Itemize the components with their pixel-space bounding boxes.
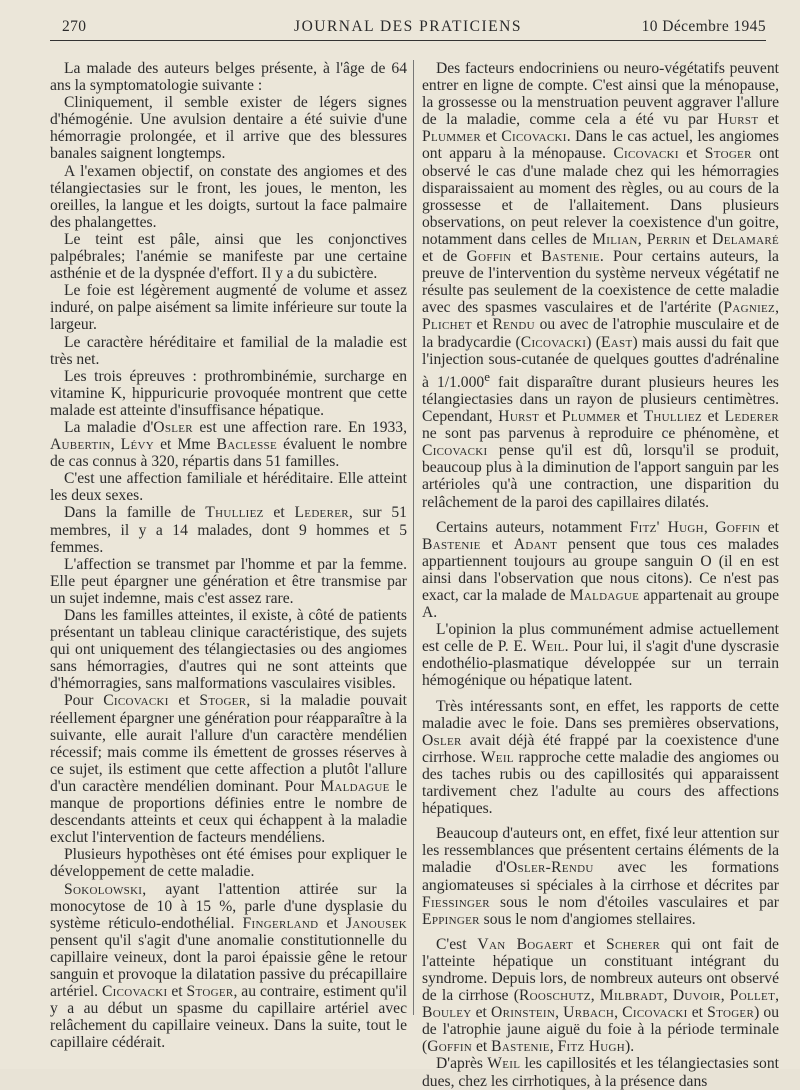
paragraph: La malade des auteurs belges présente, à l'âge de 64 ans la symptomatologie suivante : — [50, 60, 407, 95]
paragraph: D'après Weil les capillosités et les télangiectasies sont dues, chez les cirrhotiques, à la présence dans — [422, 1055, 779, 1090]
paragraph: A l'examen objectif, on constate des angiomes et des télangiectasies sur le front, les joues, le menton, les oreilles, la langue et les doigts, surtout la face palmaire des phalangettes. — [50, 162, 407, 231]
paragraph: Très intéressants sont, en effet, les rapports de cette maladie avec le foie. Dans ses premières observations, Osler avait déjà été frappé par la coexistence d'une cirrhose. Weil rapproche cette maladie des angiomes ou des taches rubis ou des capillosités qui apparaissent tardivement chez l'adulte au cours des affections hépatiques. — [422, 697, 779, 818]
left-text-column — [50, 60, 407, 1051]
paragraph: Plusieurs hypothèses ont été émises pour expliquer le développement de cette maladie. — [50, 846, 407, 881]
paragraph: Le teint est pâle, ainsi que les conjonctives palpébrales; l'anémie se manifeste par une certaine asthénie et de la dyspnée d'effort. Il y a du subictère. — [50, 230, 407, 283]
right-text-column — [422, 60, 779, 1090]
paragraph: Certains auteurs, notamment Fitz' Hugh, Goffin et Bastenie et Adant pensent que tous ces malades appartiennent toujours au groupe sanguin O (il en est ainsi dans l'observation que nous citons). Ce n'est pas exact, car la malade de Maldague appartenait au groupe A. — [422, 518, 780, 622]
page-number: 270 — [62, 18, 87, 35]
page-header — [50, 14, 766, 41]
paragraph: Les trois épreuves : prothrombinémie, surcharge en vitamine K, hippuricurie provoquée montrent que cette malade est atteinte d'insuffisance hépatique. — [50, 367, 407, 419]
paragraph: La maladie d'Osler est une affection rare. En 1933, Aubertin, Lévy et Mme Baclesse évaluent le nombre de cas connus à 320, répartis dans 51 familles. — [50, 418, 407, 471]
paragraph: C'est une affection familiale et héréditaire. Elle atteint les deux sexes. — [50, 470, 407, 505]
paragraph: Dans les familles atteintes, il existe, à côté de patients présentant un tableau clinique caractéristique, des sujets qui ont uniquement des télangiectasies ou des angiomes sans hémorragies, d'autres qui ne sont atteints que d'hémorragies, sans malformations vasculaires visibles. — [50, 607, 407, 693]
paragraph: L'affection se transmet par l'homme et par la femme. Elle peut épargner une génération et être transmise par un sujet indemne, mais c'est assez rare. — [50, 555, 407, 607]
paragraph: Sokolowski, ayant l'attention attirée sur la monocytose de 10 à 15 %, parle d'une dysplasie du système réticulo-endothélial. Fingerland et Janousek pensent qu'il s'agit d'une anomalie constitutionnelle du capillaire veineux, dont la paroi épaissie gêne le retour sanguin et provoque la dilatation passive du précapillaire artériel. Cicovacki et Stoger, au contraire, estiment qu'il y a au début un spasme du capillaire artériel avec relâchement du capillaire veineux. Dans la suite, tout le capillaire cédérait. — [50, 880, 407, 1052]
paragraph: Le caractère héréditaire et familial de la maladie est très net. — [50, 333, 407, 368]
paragraph: Pour Cicovacki et Stoger, si la maladie pouvait réellement épargner une génération pour réapparaître à la suivante, elle aurait l'allure d'un caractère mendélien récessif; mais comme ils émettent de grosses réserves à ce sujet, ils estiment que cette affection a plutôt l'allure d'un caractère mendélien dominant. Pour Maldague le manque de proportions définies entre le nombre de descendants atteints et ceux qui échappent à la maladie exclut l'intervention de facteurs mendéliens. — [50, 692, 408, 847]
column-divider — [413, 60, 414, 1015]
journal-title: JOURNAL DES PRATICIENS — [294, 18, 522, 35]
paragraph: L'opinion la plus communément admise actuellement est celle de P. E. Weil. Pour lui, il s'agit d'une dyscrasie endothélio-plasmatique développée sur un terrain hémogénique ou hépatique latent. — [422, 621, 779, 690]
paragraph: Beaucoup d'auteurs ont, en effet, fixé leur attention sur les ressemblances que présentent certains éléments de la maladie d'Osler-Rendu avec les formations angiomateuses si spéciales à la cirrhose et décrites par Fiessinger sous le nom d'étoiles vasculaires et par Eppinger sous le nom d'angiomes stellaires. — [422, 825, 779, 928]
issue-date: 10 Décembre 1945 — [641, 18, 766, 35]
paragraph: C'est Van Bogaert et Scherer qui ont fait de l'atteinte hépatique un constituant intégrant du syndrome. Depuis lors, de nombreux auteurs ont observé de la cirrhose (Rooschutz, Milbradt, Duvoir, Pollet, Bouley et Orinstein, Urbach, Cicovacki et Stoger) ou de l'atrophie jaune aiguë du foie à la période terminale (Goffin et Bastenie, Fitz Hugh). — [422, 935, 780, 1056]
paragraph: Le foie est légèrement augmenté de volume et assez induré, on palpe aisément sa limite inférieure sur toute la largeur. — [50, 282, 407, 334]
paragraph: Des facteurs endocriniens ou neuro-végétatifs peuvent entrer en ligne de compte. C'est ainsi que la ménopause, la grossesse ou la menstruation peuvent aggraver l'allure de la maladie, comme cela a été vu par Hurst et Plummer et Cicovacki. Dans le cas actuel, les angiomes ont apparu à la ménopause. Cicovacki et Stoger ont observé le cas d'une malade chez qui les hémorragies disparaissaient au moment des règles, ou au cours de la grossesse et de l'allaitement. Dans plusieurs observations, on peut relever la coexistence d'un goitre, notamment dans celles de Milian, Perrin et Delamaré et de Goffin et Bastenie. Pour certains auteurs, la preuve de l'intervention du système nerveux végétatif ne résulte pas seulement de la coexistence de cette maladie avec des spasmes vasculaires et de l'artérite (Pagniez, Plichet et Rendu ou avec de l'atrophie musculaire et de la bradycardie (Cicovacki) (East) mais aussi du fait que l'injection sous-cutanée de quelques gouttes d'adrénaline à 1/1.000e fait disparaître durant plusieurs heures les télangiectasies dans un rayon de plusieurs centimètres. Cependant, Hurst et Plummer et Thulliez et Lederer ne sont pas parvenus à reproduire ce phénomène, et Cicovacki pense qu'il est dû, lorsqu'il se produit, beaucoup plus à la diminution de l'apport sanguin par les artérioles qu'à une contraction, une disparition du relâchement de la paroi des capillaires dilatés. — [422, 60, 780, 511]
paragraph: Dans la famille de Thulliez et Lederer, sur 51 membres, il y a 14 malades, dont 9 hommes et 5 femmes. — [50, 504, 407, 556]
paragraph: Cliniquement, il semble exister de légers signes d'hémogénie. Une avulsion dentaire a été suivie d'une hémorragie prolongée, et il arrive que des blessures banales saignent longtemps. — [50, 94, 407, 163]
